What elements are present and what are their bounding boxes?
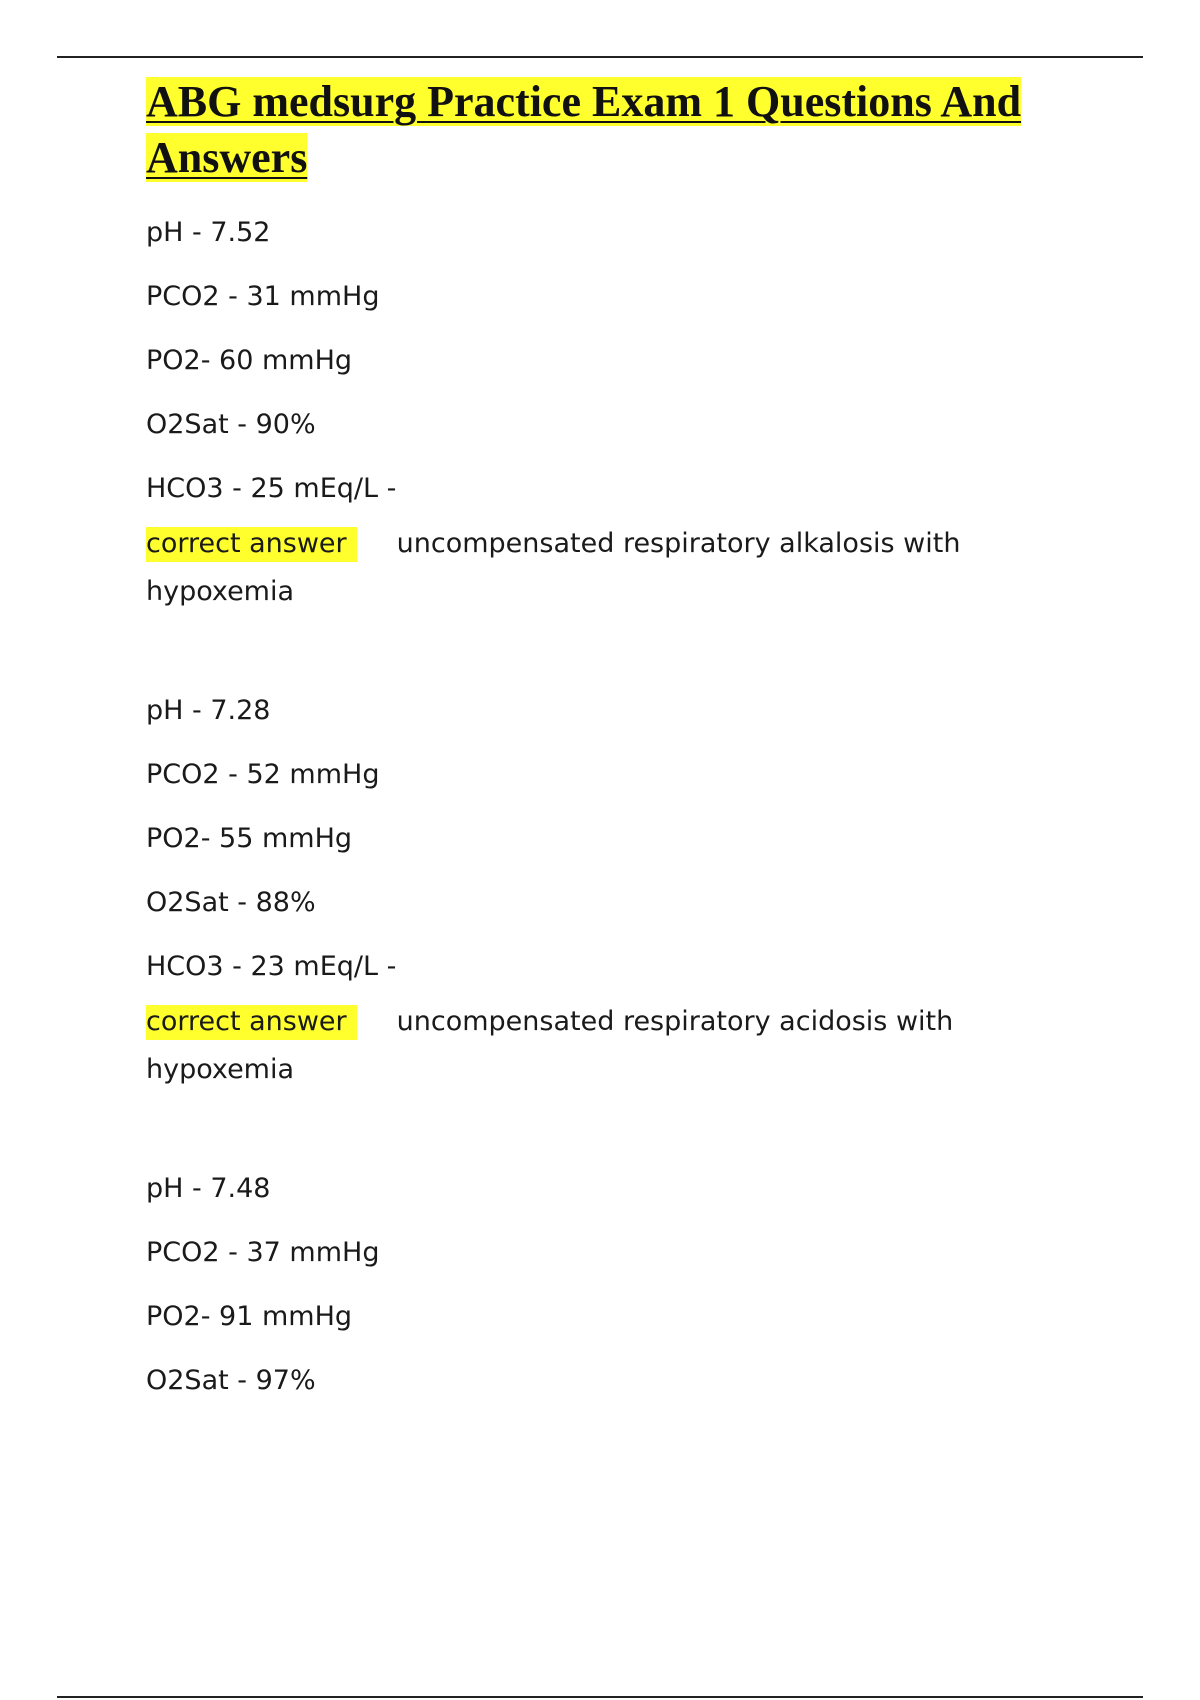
header-rule — [57, 56, 1143, 58]
question-2-o2sat: O2Sat - 88% — [146, 887, 316, 918]
question-1-hco3: HCO3 - 25 mEq/L - — [146, 473, 397, 504]
document-body — [146, 74, 1076, 1428]
question-2-hco3: HCO3 - 23 mEq/L - — [146, 951, 397, 982]
correct-answer-label: correct answer — [146, 527, 357, 562]
question-spacer — [146, 1094, 1076, 1172]
question-2-po2: PO2- 55 mmHg — [146, 823, 353, 854]
answer-text: uncompensated respiratory alkalosis with hypoxemia — [146, 528, 961, 607]
question-block-3 — [146, 1172, 1076, 1398]
question-2-ph: pH - 7.28 — [146, 695, 271, 726]
question-spacer — [146, 616, 1076, 694]
question-block-2 — [146, 694, 1076, 1094]
question-3-o2sat: O2Sat - 97% — [146, 1365, 316, 1396]
question-1-po2: PO2- 60 mmHg — [146, 345, 353, 376]
footer-rule — [57, 1696, 1143, 1698]
question-block-1 — [146, 216, 1076, 616]
question-2-pco2: PCO2 - 52 mmHg — [146, 759, 380, 790]
question-1-ph: pH - 7.52 — [146, 217, 271, 248]
document-title: ABG medsurg Practice Exam 1 Questions And Answers — [146, 77, 1022, 182]
correct-answer-label: correct answer — [146, 1005, 357, 1040]
question-3-po2: PO2- 91 mmHg — [146, 1301, 353, 1332]
question-3-ph: pH - 7.48 — [146, 1173, 271, 1204]
question-1-o2sat: O2Sat - 90% — [146, 409, 316, 440]
answer-text: uncompensated respiratory acidosis with hypoxemia — [146, 1006, 954, 1085]
question-1-pco2: PCO2 - 31 mmHg — [146, 281, 380, 312]
question-3-pco2: PCO2 - 37 mmHg — [146, 1237, 380, 1268]
question-1-answer — [146, 520, 1026, 616]
question-2-answer — [146, 998, 1026, 1094]
